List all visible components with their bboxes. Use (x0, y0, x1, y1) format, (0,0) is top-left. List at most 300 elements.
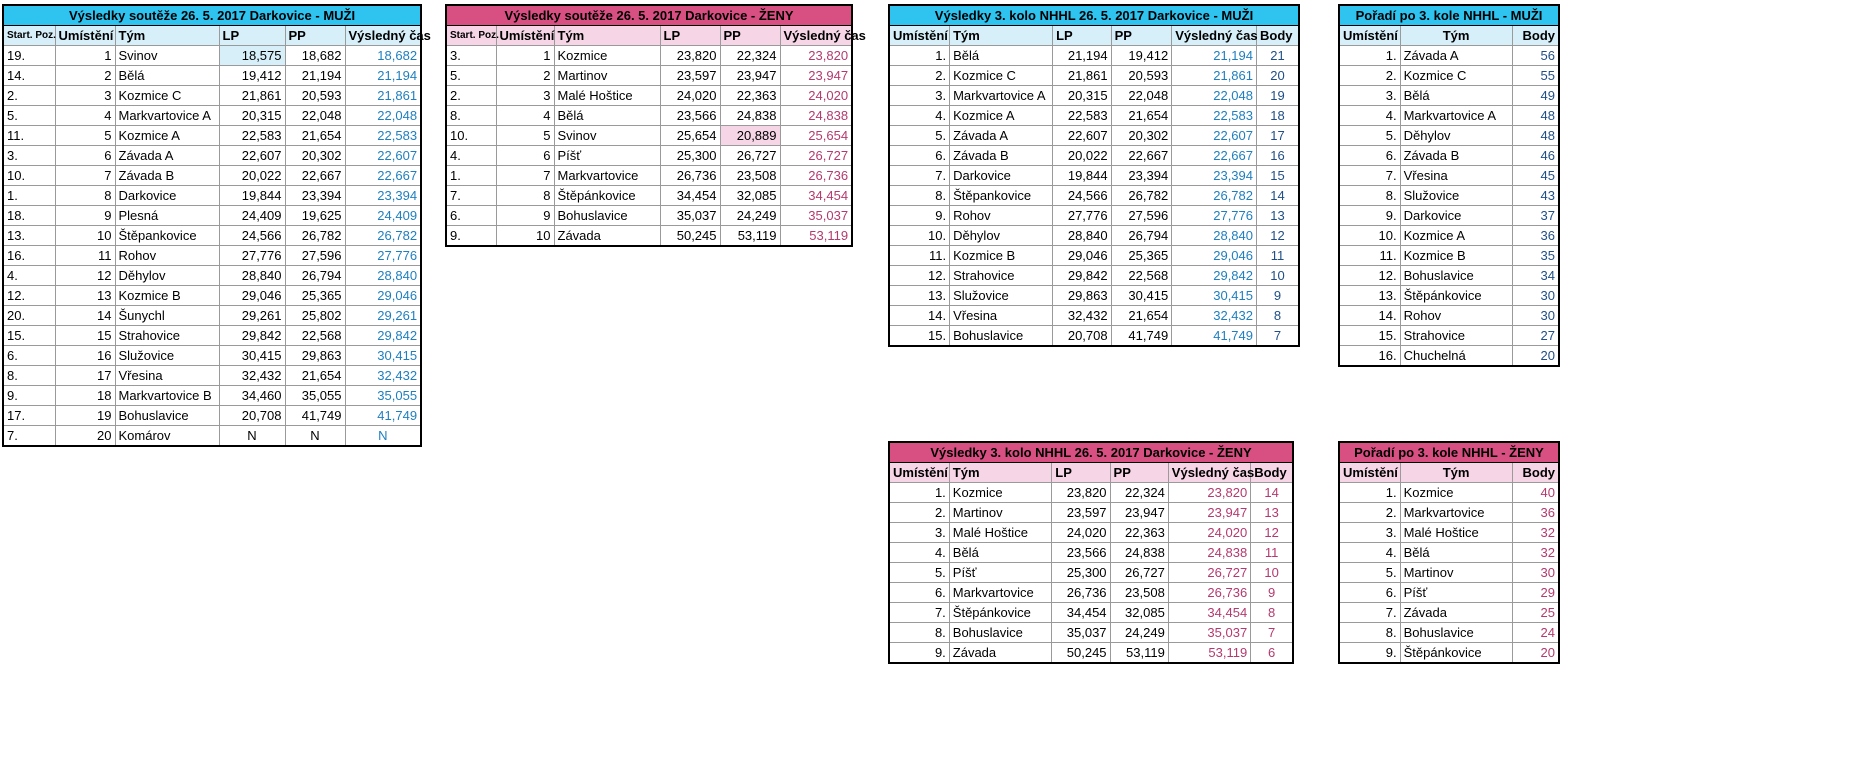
table-row (3, 426, 421, 447)
col-placement: Umístění (1339, 26, 1400, 46)
cell-lp: 20,708 (1053, 326, 1112, 347)
cell-start-pos: 14. (3, 66, 55, 86)
cell-pp: 19,625 (285, 206, 345, 226)
cell-team: Závada B (1400, 146, 1512, 166)
table-row (889, 326, 1299, 347)
cell-team: Vřesina (115, 366, 219, 386)
col-placement: Umístění (889, 463, 949, 483)
cell-placement: 8. (1339, 623, 1400, 643)
nhhl-men-header-row (889, 26, 1299, 46)
cell-placement: 4. (1339, 106, 1400, 126)
cell-final-time: 24,409 (345, 206, 421, 226)
col-team: Tým (115, 26, 219, 46)
cell-pp: 27,596 (1111, 206, 1172, 226)
table-row (3, 106, 421, 126)
cell-pp: 24,838 (1110, 543, 1168, 563)
cell-points: 10 (1251, 563, 1293, 583)
table-row (446, 46, 852, 66)
cell-team: Štěpánkovice (1400, 643, 1512, 664)
table-row (1339, 583, 1559, 603)
cell-points: 10 (1257, 266, 1300, 286)
cell-start-pos: 9. (446, 226, 496, 247)
cell-placement: 5 (496, 126, 554, 146)
cell-placement: 19 (55, 406, 115, 426)
cell-team: Strahovice (115, 326, 219, 346)
cell-team: Bohuslavice (115, 406, 219, 426)
cell-points: 6 (1251, 643, 1293, 664)
cell-team: Rohov (115, 246, 219, 266)
cell-team: Štěpankovice (115, 226, 219, 246)
cell-placement: 3. (1339, 523, 1400, 543)
cell-placement: 14. (1339, 306, 1400, 326)
cell-pp: 22,363 (1110, 523, 1168, 543)
nhhl-men-title: Výsledky 3. kolo NHHL 26. 5. 2017 Darkovice - MUŽI (889, 5, 1299, 26)
cell-pp: 21,654 (1111, 306, 1172, 326)
cell-placement: 5. (889, 563, 949, 583)
men-results-table (2, 4, 431, 447)
cell-team: Děhylov (115, 266, 219, 286)
cell-final-time: 18,682 (345, 46, 421, 66)
cell-team: Děhylov (1400, 126, 1512, 146)
table-row (446, 126, 852, 146)
cell-lp: 24,566 (1053, 186, 1112, 206)
table-row (1339, 286, 1559, 306)
cell-team: Závada A (115, 146, 219, 166)
cell-team: Štěpánkovice (554, 186, 660, 206)
cell-lp: 25,300 (660, 146, 720, 166)
table-row (1339, 246, 1559, 266)
table-row (446, 186, 852, 206)
cell-team: Markvartovice (949, 583, 1051, 603)
cell-placement: 8. (1339, 186, 1400, 206)
cell-lp: 21,194 (1053, 46, 1112, 66)
cell-lp: 27,776 (219, 246, 285, 266)
cell-start-pos: 15. (3, 326, 55, 346)
cell-lp: 26,736 (660, 166, 720, 186)
cell-pp: 35,055 (285, 386, 345, 406)
cell-placement: 16. (1339, 346, 1400, 367)
col-lp: LP (219, 26, 285, 46)
table-row (3, 186, 421, 206)
cell-lp: 24,409 (219, 206, 285, 226)
cell-lp: 22,583 (219, 126, 285, 146)
cell-placement: 10 (55, 226, 115, 246)
cell-points: 9 (1257, 286, 1300, 306)
table-row (889, 146, 1299, 166)
cell-placement: 11 (55, 246, 115, 266)
cell-final-time: 23,394 (345, 186, 421, 206)
cell-team: Závada A (950, 126, 1053, 146)
table-row (1339, 523, 1559, 543)
col-team: Tým (1400, 26, 1512, 46)
table-row (1339, 46, 1559, 66)
cell-final-time: 32,432 (1172, 306, 1257, 326)
cell-points: 49 (1512, 86, 1559, 106)
cell-placement: 2. (889, 66, 950, 86)
table-row (889, 106, 1299, 126)
cell-team: Bělá (950, 46, 1053, 66)
cell-placement: 2 (496, 66, 554, 86)
standings-women-title: Pořadí po 3. kole NHHL - ŽENY (1339, 442, 1559, 463)
cell-final-time: 21,194 (345, 66, 421, 86)
cell-pp: 18,682 (285, 46, 345, 66)
cell-final-time: 26,736 (780, 166, 852, 186)
cell-pp: 21,654 (285, 126, 345, 146)
cell-points: 20 (1512, 346, 1559, 367)
cell-final-time: 27,776 (345, 246, 421, 266)
cell-pp: 29,863 (285, 346, 345, 366)
cell-points: 13 (1251, 503, 1293, 523)
cell-pp: 41,749 (1111, 326, 1172, 347)
col-final-time: Výsledný čas (1172, 26, 1257, 46)
cell-start-pos: 12. (3, 286, 55, 306)
cell-final-time: 29,046 (345, 286, 421, 306)
cell-team: Kozmice (949, 483, 1051, 503)
table-row (889, 286, 1299, 306)
cell-final-time: 22,048 (1172, 86, 1257, 106)
table-row (446, 66, 852, 86)
cell-pp: 26,794 (1111, 226, 1172, 246)
table-row (3, 266, 421, 286)
cell-placement: 17 (55, 366, 115, 386)
cell-team: Malé Hoštice (554, 86, 660, 106)
cell-team: Malé Hoštice (1400, 523, 1512, 543)
cell-lp: 22,583 (1053, 106, 1112, 126)
cell-lp: 20,022 (1053, 146, 1112, 166)
cell-team: Komárov (115, 426, 219, 447)
cell-placement: 4. (889, 106, 950, 126)
table-row (1339, 326, 1559, 346)
cell-team: Svinov (115, 46, 219, 66)
table-row (889, 306, 1299, 326)
cell-team: Šunychl (115, 306, 219, 326)
cell-final-time: 24,838 (1168, 543, 1250, 563)
table-row (446, 206, 852, 226)
cell-pp: 22,048 (1111, 86, 1172, 106)
cell-placement: 10. (1339, 226, 1400, 246)
table-row (889, 483, 1293, 503)
cell-team: Závada (1400, 603, 1512, 623)
cell-start-pos: 19. (3, 46, 55, 66)
cell-start-pos: 6. (446, 206, 496, 226)
table-row (3, 206, 421, 226)
standings-women-table (1338, 441, 1560, 664)
cell-pp: 22,363 (720, 86, 780, 106)
cell-lp: 22,607 (1053, 126, 1112, 146)
col-placement: Umístění (889, 26, 950, 46)
cell-pp: 22,324 (720, 46, 780, 66)
cell-placement: 18 (55, 386, 115, 406)
cell-placement: 2. (889, 503, 949, 523)
col-final-time: Výsledný čas (345, 26, 421, 46)
cell-final-time: 25,654 (780, 126, 852, 146)
cell-team: Kozmice (554, 46, 660, 66)
cell-team: Darkovice (1400, 206, 1512, 226)
cell-start-pos: 8. (446, 106, 496, 126)
cell-team: Bohuslavice (950, 326, 1053, 347)
cell-lp: 27,776 (1053, 206, 1112, 226)
standings-men-table (1338, 4, 1560, 367)
table-row (3, 46, 421, 66)
cell-points: 25 (1512, 603, 1559, 623)
cell-points: 24 (1512, 623, 1559, 643)
cell-lp: 29,046 (1053, 246, 1112, 266)
table-row (889, 266, 1299, 286)
cell-start-pos: 5. (446, 66, 496, 86)
cell-final-time: 30,415 (345, 346, 421, 366)
table-row (1339, 146, 1559, 166)
cell-team: Bohuslavice (949, 623, 1051, 643)
cell-lp: 19,844 (1053, 166, 1112, 186)
cell-final-time: 22,583 (345, 126, 421, 146)
cell-pp: 25,365 (285, 286, 345, 306)
cell-team: Strahovice (1400, 326, 1512, 346)
cell-pp: 21,194 (285, 66, 345, 86)
women-results-title: Výsledky soutěže 26. 5. 2017 Darkovice - ŽENY (446, 5, 852, 26)
cell-placement: 6. (1339, 583, 1400, 603)
cell-team: Darkovice (950, 166, 1053, 186)
cell-points: 16 (1257, 146, 1300, 166)
cell-pp: 25,365 (1111, 246, 1172, 266)
cell-team: Martinov (554, 66, 660, 86)
men-results-header-row (3, 26, 421, 46)
cell-points: 12 (1257, 226, 1300, 246)
cell-team: Bělá (115, 66, 219, 86)
cell-pp: 41,749 (285, 406, 345, 426)
cell-lp: 29,863 (1053, 286, 1112, 306)
cell-points: 36 (1512, 226, 1559, 246)
table-row (889, 126, 1299, 146)
cell-team: Píšť (554, 146, 660, 166)
cell-placement: 9. (1339, 643, 1400, 664)
cell-lp: 30,415 (219, 346, 285, 366)
cell-team: Bělá (1400, 86, 1512, 106)
cell-pp: 24,838 (720, 106, 780, 126)
table-row (889, 246, 1299, 266)
col-placement: Umístění (496, 26, 554, 46)
cell-pp: 53,119 (720, 226, 780, 247)
table-row (1339, 346, 1559, 367)
cell-pp: 21,654 (285, 366, 345, 386)
cell-team: Kozmice (1400, 483, 1512, 503)
cell-placement: 1. (1339, 46, 1400, 66)
table-row (889, 603, 1293, 623)
cell-start-pos: 10. (3, 166, 55, 186)
cell-placement: 6. (889, 583, 949, 603)
cell-points: 40 (1512, 483, 1559, 503)
cell-team: Martinov (1400, 563, 1512, 583)
cell-team: Markvartovice B (115, 386, 219, 406)
table-row (889, 583, 1293, 603)
cell-points: 15 (1257, 166, 1300, 186)
table-row (3, 126, 421, 146)
col-pp: PP (285, 26, 345, 46)
cell-final-time: 23,947 (1168, 503, 1250, 523)
table-row (1339, 603, 1559, 623)
cell-team: Vřesina (950, 306, 1053, 326)
cell-pp: 23,508 (1110, 583, 1168, 603)
cell-pp: 23,394 (285, 186, 345, 206)
table-row (889, 623, 1293, 643)
cell-lp: 23,597 (660, 66, 720, 86)
cell-lp: 19,844 (219, 186, 285, 206)
cell-lp: 34,460 (219, 386, 285, 406)
cell-team: Děhylov (950, 226, 1053, 246)
cell-points: 12 (1251, 523, 1293, 543)
cell-team: Darkovice (115, 186, 219, 206)
table-row (3, 226, 421, 246)
cell-placement: 5. (1339, 563, 1400, 583)
cell-lp: 32,432 (1053, 306, 1112, 326)
table-row (3, 166, 421, 186)
cell-final-time: 41,749 (345, 406, 421, 426)
col-final-time: Výsledný čas (1168, 463, 1250, 483)
standings-women-header-row (1339, 463, 1559, 483)
cell-placement: 14 (55, 306, 115, 326)
cell-placement: 9. (889, 206, 950, 226)
cell-lp: 26,736 (1052, 583, 1110, 603)
table-row (3, 66, 421, 86)
cell-pp: 20,302 (285, 146, 345, 166)
cell-lp: 21,861 (219, 86, 285, 106)
cell-points: 11 (1251, 543, 1293, 563)
table-row (1339, 86, 1559, 106)
cell-points: 20 (1512, 643, 1559, 664)
cell-placement: 7. (1339, 603, 1400, 623)
cell-team: Svinov (554, 126, 660, 146)
cell-final-time: N (345, 426, 421, 447)
cell-lp: 20,315 (1053, 86, 1112, 106)
table-row (889, 523, 1293, 543)
cell-team: Závada B (115, 166, 219, 186)
cell-pp: 23,394 (1111, 166, 1172, 186)
cell-final-time: 22,048 (345, 106, 421, 126)
cell-placement: 13. (889, 286, 950, 306)
cell-final-time: 26,736 (1168, 583, 1250, 603)
cell-pp: 26,782 (285, 226, 345, 246)
cell-start-pos: 13. (3, 226, 55, 246)
cell-team: Martinov (949, 503, 1051, 523)
cell-team: Malé Hoštice (949, 523, 1051, 543)
table-row (3, 366, 421, 386)
cell-placement: 2. (1339, 503, 1400, 523)
cell-team: Píšť (949, 563, 1051, 583)
cell-team: Markvartovice A (115, 106, 219, 126)
cell-team: Závada B (950, 146, 1053, 166)
table-row (889, 563, 1293, 583)
cell-lp: 34,454 (660, 186, 720, 206)
cell-points: 36 (1512, 503, 1559, 523)
cell-team: Služovice (115, 346, 219, 366)
cell-lp: 21,861 (1053, 66, 1112, 86)
table-row (446, 106, 852, 126)
cell-final-time: 29,046 (1172, 246, 1257, 266)
col-start-pos: Start. Poz. (3, 26, 55, 46)
table-row (1339, 503, 1559, 523)
col-placement: Umístění (55, 26, 115, 46)
table-row (1339, 186, 1559, 206)
cell-pp: 22,667 (285, 166, 345, 186)
cell-placement: 7. (1339, 166, 1400, 186)
cell-placement: 11. (889, 246, 950, 266)
cell-team: Kozmice A (115, 126, 219, 146)
col-placement: Umístění (1339, 463, 1400, 483)
cell-lp: 34,454 (1052, 603, 1110, 623)
cell-start-pos: 2. (3, 86, 55, 106)
cell-placement: 7. (889, 603, 949, 623)
cell-placement: 6 (496, 146, 554, 166)
cell-pp: 23,947 (720, 66, 780, 86)
cell-final-time: 21,861 (345, 86, 421, 106)
table-row (446, 166, 852, 186)
cell-start-pos: 8. (3, 366, 55, 386)
cell-start-pos: 7. (3, 426, 55, 447)
cell-start-pos: 1. (3, 186, 55, 206)
cell-placement: 7. (889, 166, 950, 186)
cell-team: Chuchelná (1400, 346, 1512, 367)
col-points: Body (1512, 463, 1559, 483)
cell-placement: 2 (55, 66, 115, 86)
cell-final-time: 34,454 (1168, 603, 1250, 623)
cell-start-pos: 17. (3, 406, 55, 426)
cell-start-pos: 5. (3, 106, 55, 126)
table-row (889, 503, 1293, 523)
cell-placement: 6 (55, 146, 115, 166)
cell-points: 32 (1512, 543, 1559, 563)
cell-team: Kozmice B (115, 286, 219, 306)
cell-placement: 5. (1339, 126, 1400, 146)
cell-placement: 1. (1339, 483, 1400, 503)
cell-placement: 7 (496, 166, 554, 186)
cell-placement: 1. (889, 483, 949, 503)
cell-start-pos: 3. (446, 46, 496, 66)
cell-pp: 20,302 (1111, 126, 1172, 146)
cell-placement: 3 (55, 86, 115, 106)
cell-final-time: 24,838 (780, 106, 852, 126)
cell-lp: 20,022 (219, 166, 285, 186)
cell-placement: 9 (496, 206, 554, 226)
cell-placement: 7 (55, 166, 115, 186)
cell-placement: 10 (496, 226, 554, 247)
standings-men-header-row (1339, 26, 1559, 46)
table-row (889, 46, 1299, 66)
cell-pp: 23,947 (1110, 503, 1168, 523)
cell-placement: 8. (889, 623, 949, 643)
cell-final-time: 22,667 (345, 166, 421, 186)
cell-points: 20 (1257, 66, 1300, 86)
cell-points: 21 (1257, 46, 1300, 66)
cell-team: Rohov (950, 206, 1053, 226)
cell-final-time: 35,037 (1168, 623, 1250, 643)
cell-team: Markvartovice A (950, 86, 1053, 106)
cell-team: Bělá (949, 543, 1051, 563)
cell-pp: 27,596 (285, 246, 345, 266)
cell-points: 29 (1512, 583, 1559, 603)
cell-placement: 11. (1339, 246, 1400, 266)
cell-final-time: 24,020 (780, 86, 852, 106)
table-row (3, 86, 421, 106)
cell-placement: 5 (55, 126, 115, 146)
cell-lp: 23,597 (1052, 503, 1110, 523)
cell-points: 9 (1251, 583, 1293, 603)
cell-lp: 29,046 (219, 286, 285, 306)
table-row (3, 346, 421, 366)
cell-team: Rohov (1400, 306, 1512, 326)
cell-lp: 29,842 (219, 326, 285, 346)
cell-placement: 20 (55, 426, 115, 447)
col-pp: PP (720, 26, 780, 46)
cell-team: Kozmice C (115, 86, 219, 106)
